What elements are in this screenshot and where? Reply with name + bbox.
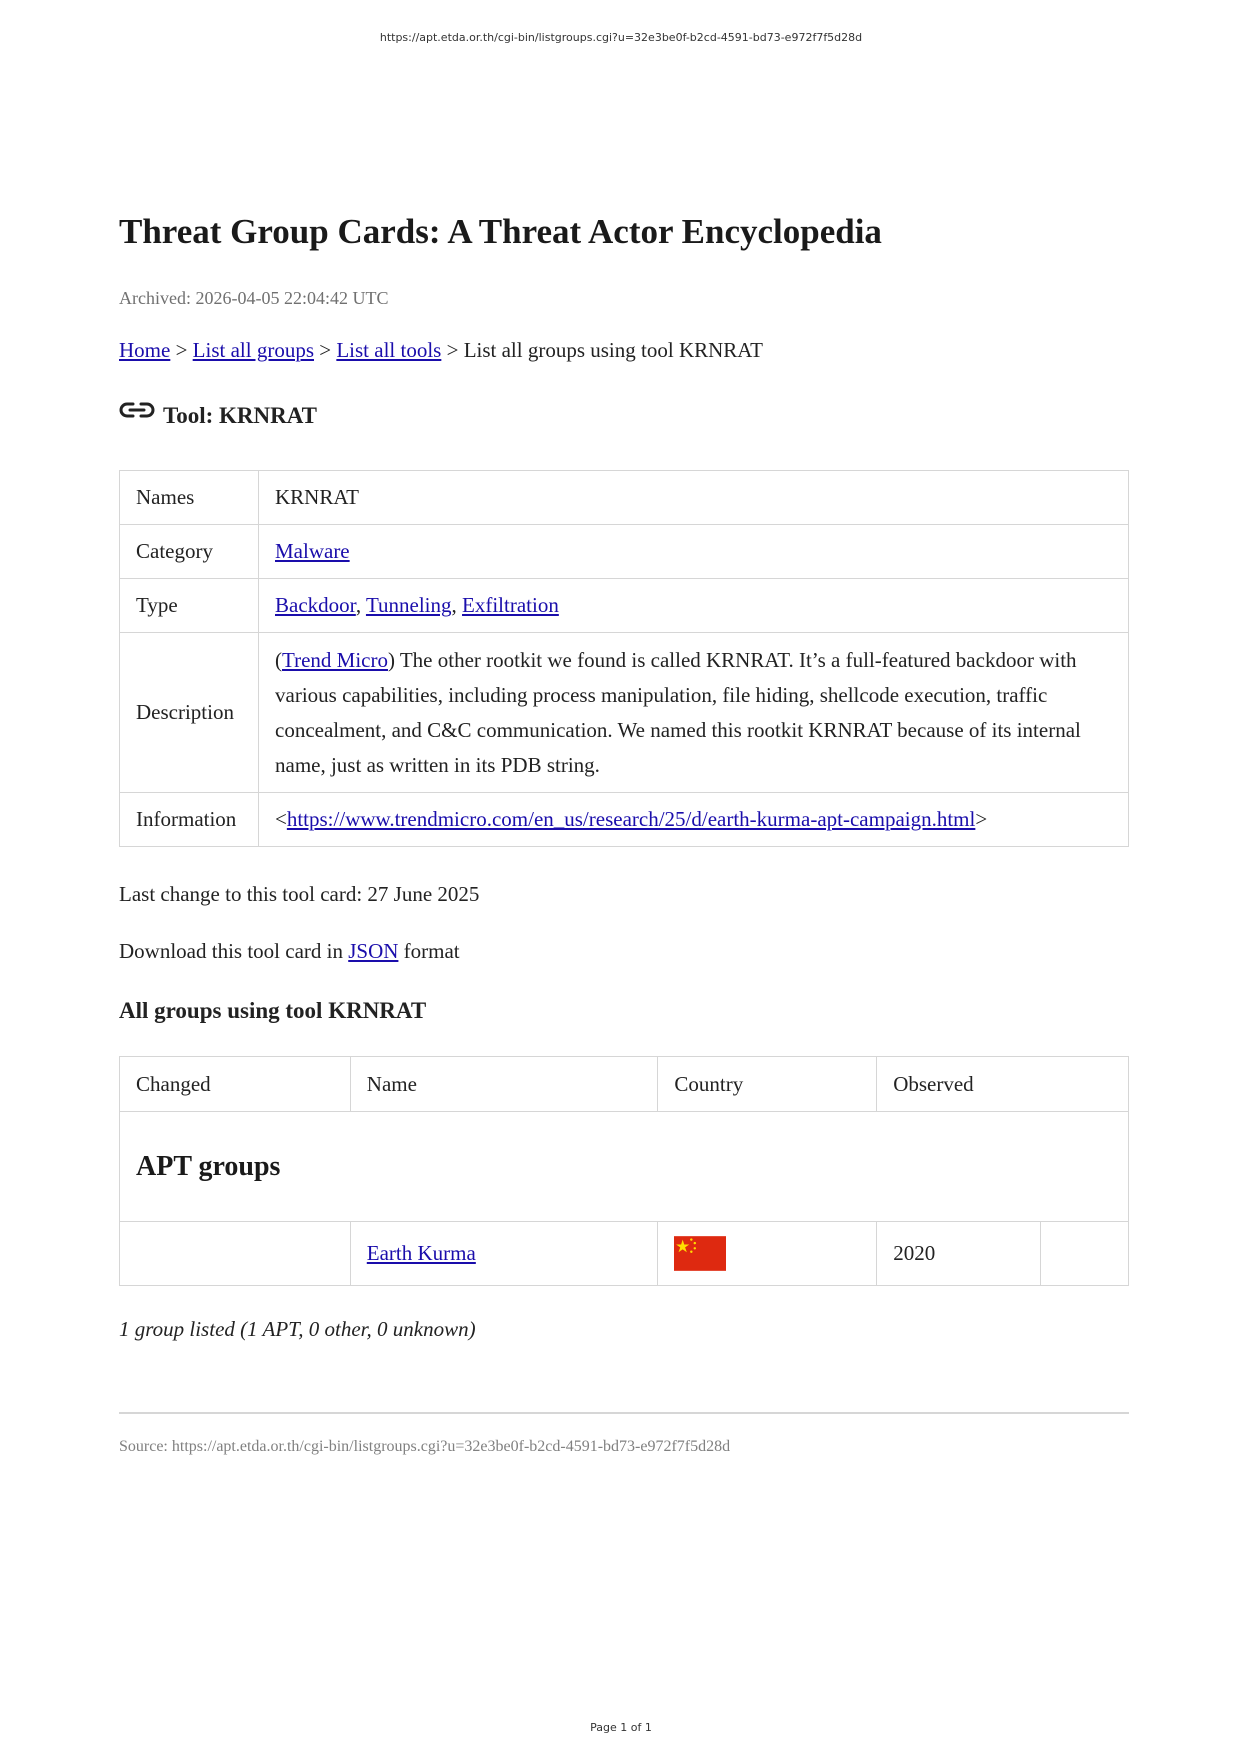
group-earth-kurma-link[interactable]: Earth Kurma xyxy=(366,1241,476,1265)
download-prefix: Download this tool card in xyxy=(119,939,349,963)
tool-heading xyxy=(119,403,317,429)
table-row xyxy=(120,1222,1129,1286)
observed-cell: 2020 xyxy=(877,1222,1041,1286)
information-close: > xyxy=(975,807,988,831)
information-url-link[interactable]: https://www.trendmicro.com/en_us/research/25/d/earth-kurma-apt-campaign.html xyxy=(286,807,976,831)
type-tunneling-link[interactable]: Tunneling xyxy=(365,593,452,617)
description-text: ) The other rootkit we found is called KRNRAT. It’s a full-featured backdoor with various capabilities, including process manipulation, file hiding, shellcode execution, traffic concealment, and C&C communication. We named this rootkit KRNRAT because of its internal name, just as written in its PDB string. xyxy=(275,647,1081,777)
groups-table xyxy=(119,1056,1129,1286)
section-cell xyxy=(120,1112,1129,1222)
changed-cell xyxy=(120,1222,351,1286)
names-label: Names xyxy=(120,471,259,525)
type-label: Type xyxy=(120,579,259,633)
groups-heading: All groups using tool KRNRAT xyxy=(119,998,427,1023)
type-backdoor-link[interactable]: Backdoor xyxy=(275,593,356,617)
source-url: Source: https://apt.etda.or.th/cgi-bin/listgroups.cgi?u=32e3be0f-b2cd-4591-bd73-e972f7f5d28d xyxy=(119,1438,731,1455)
description-label: Description xyxy=(120,633,259,793)
type-exfiltration-link[interactable]: Exfiltration xyxy=(462,593,559,617)
breadcrumb-separator: > xyxy=(446,338,459,362)
section-title-apt-groups: APT groups xyxy=(136,1150,281,1182)
last-change-text: Last change to this tool card: 27 June 2025 xyxy=(119,882,480,906)
breadcrumb-home-link[interactable]: Home xyxy=(119,338,171,362)
information-open: < xyxy=(275,807,287,831)
section-row xyxy=(120,1112,1129,1222)
category-malware-link[interactable]: Malware xyxy=(275,539,350,563)
table-row xyxy=(120,579,1129,633)
column-header-observed[interactable]: Observed xyxy=(877,1057,1129,1112)
page-title: Threat Group Cards: A Threat Actor Encyclopedia xyxy=(119,212,882,251)
breadcrumb-list-tools-link[interactable]: List all tools xyxy=(336,338,442,362)
table-row xyxy=(120,525,1129,579)
link-icon xyxy=(119,399,155,421)
names-value: KRNRAT xyxy=(259,471,1129,525)
breadcrumb xyxy=(119,338,763,363)
description-value xyxy=(259,633,1129,793)
type-value xyxy=(259,579,1129,633)
breadcrumb-current: List all groups using tool KRNRAT xyxy=(463,338,763,362)
json-download-link[interactable]: JSON xyxy=(348,939,399,963)
extra-cell xyxy=(1041,1222,1129,1286)
groups-summary: 1 group listed (1 APT, 0 other, 0 unknown) xyxy=(119,1317,476,1341)
name-cell xyxy=(350,1222,658,1286)
table-row xyxy=(120,471,1129,525)
table-row xyxy=(120,633,1129,793)
column-header-changed[interactable]: Changed xyxy=(120,1057,351,1112)
description-open-paren: ( xyxy=(275,647,282,672)
download-suffix: format xyxy=(398,939,460,963)
tool-info-table xyxy=(119,470,1129,847)
page-number: Page 1 of 1 xyxy=(590,1721,652,1734)
table-header-row xyxy=(120,1057,1129,1112)
category-value xyxy=(259,525,1129,579)
column-header-name[interactable]: Name xyxy=(350,1057,658,1112)
table-row xyxy=(120,793,1129,847)
archived-timestamp: Archived: 2026-04-05 22:04:42 UTC xyxy=(119,288,389,308)
type-separator: , xyxy=(355,593,366,617)
description-source-link[interactable]: Trend Micro xyxy=(282,647,388,672)
breadcrumb-list-groups-link[interactable]: List all groups xyxy=(192,338,314,362)
download-text xyxy=(119,939,460,964)
country-cell xyxy=(658,1222,877,1286)
print-header-url: https://apt.etda.or.th/cgi-bin/listgroups.cgi?u=32e3be0f-b2cd-4591-bd73-e972f7f5d28d xyxy=(379,31,863,44)
type-separator: , xyxy=(451,593,463,617)
breadcrumb-separator: > xyxy=(319,338,332,362)
category-label: Category xyxy=(120,525,259,579)
divider xyxy=(119,1412,1129,1414)
information-label: Information xyxy=(120,793,259,847)
tool-title: Tool: KRNRAT xyxy=(163,403,317,428)
china-flag-icon xyxy=(674,1236,726,1271)
column-header-country[interactable]: Country xyxy=(658,1057,877,1112)
breadcrumb-separator: > xyxy=(175,338,188,362)
information-value xyxy=(259,793,1129,847)
